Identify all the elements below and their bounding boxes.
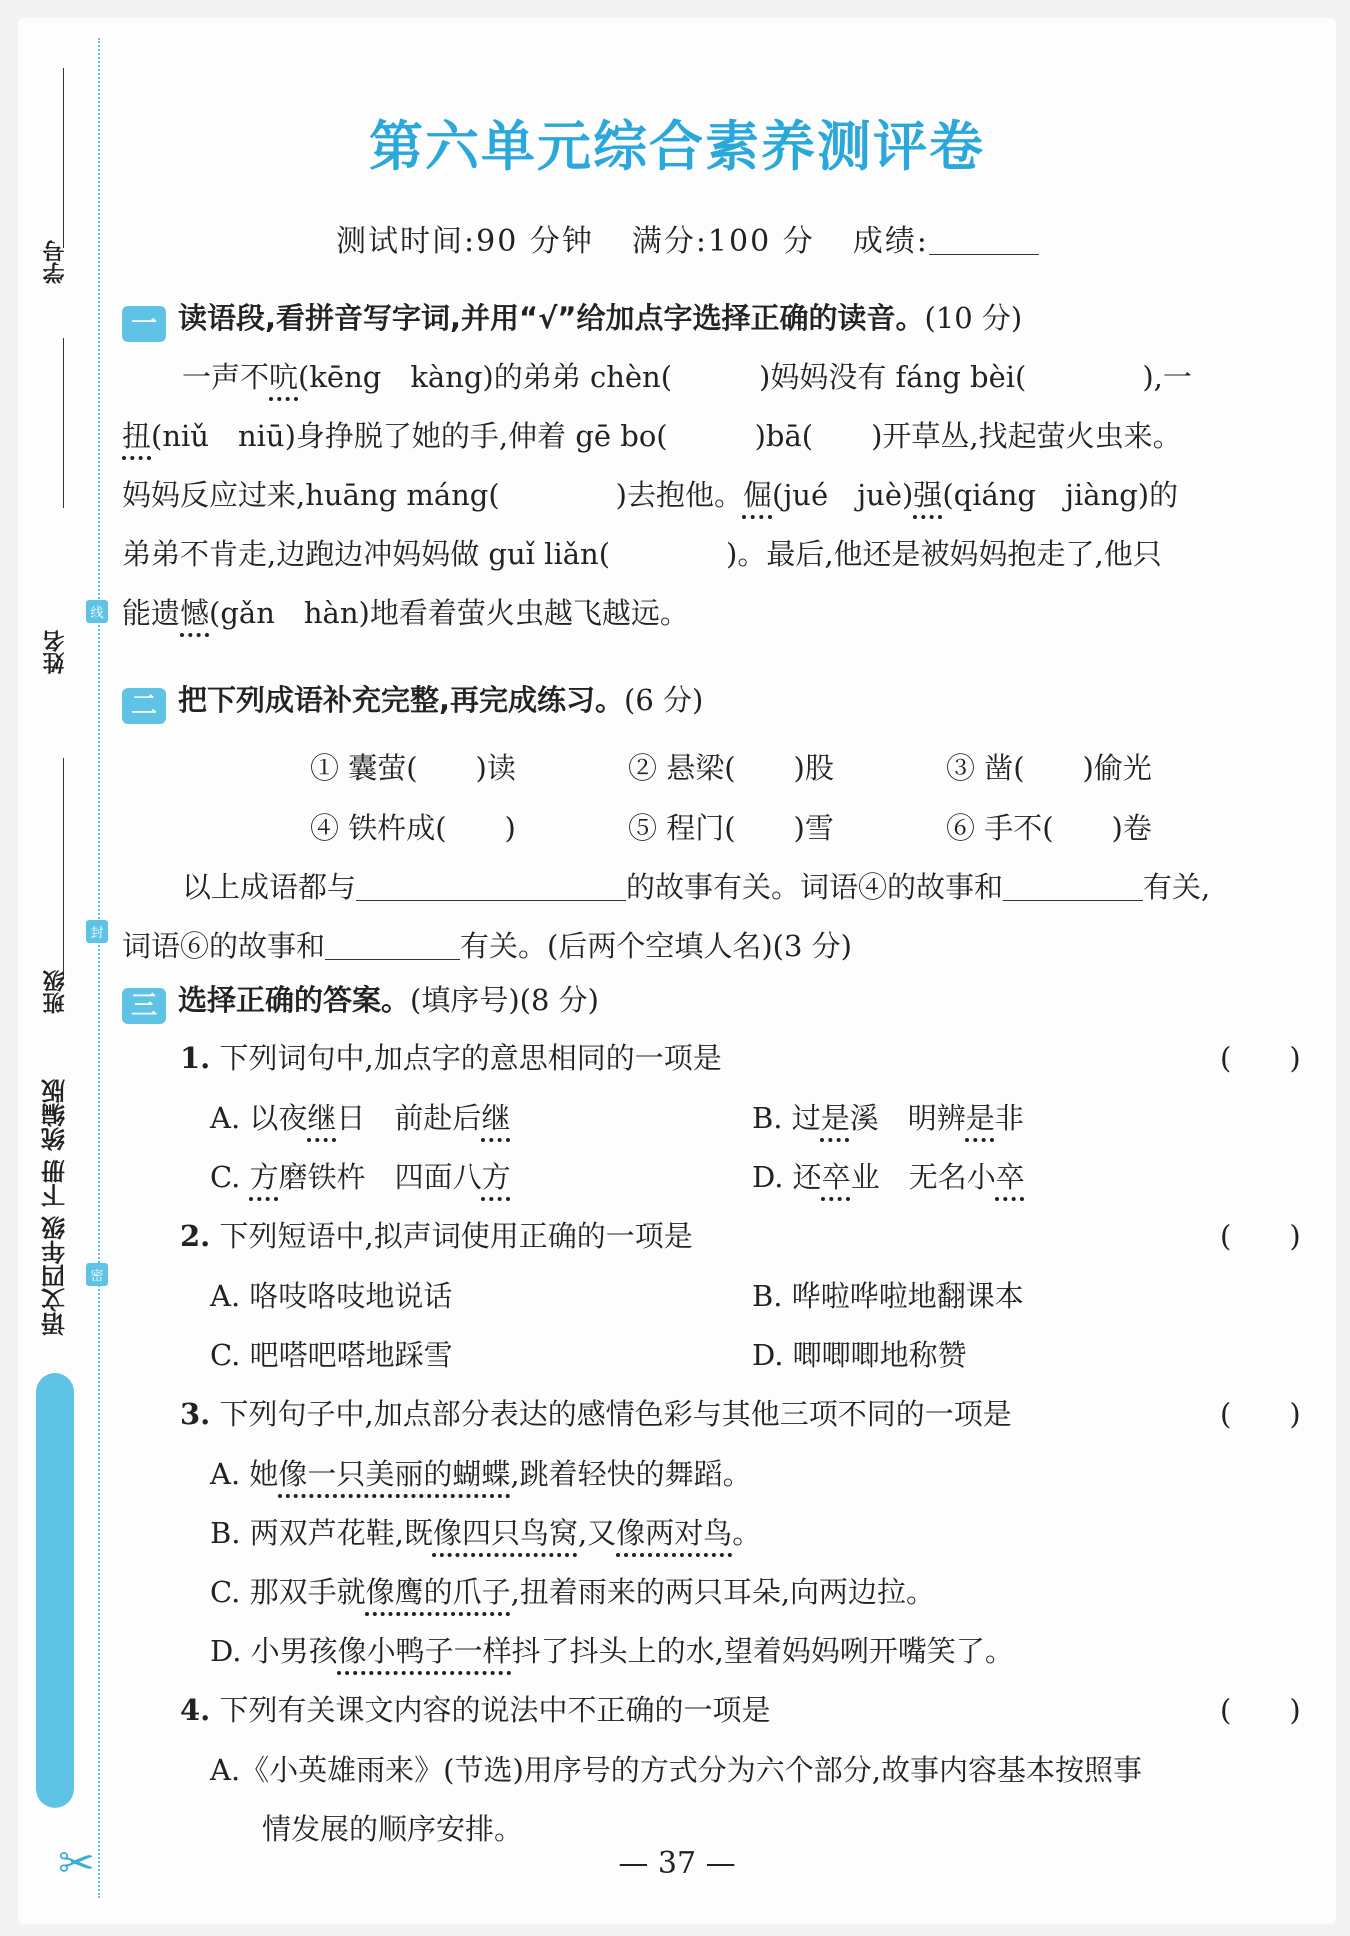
page-title: 第六单元综合素养测评卷 [369, 114, 985, 178]
name-label: 姓名 [43, 630, 68, 674]
section-3-heading [122, 978, 599, 1024]
idiom-row [310, 738, 1264, 798]
section-2-fill [122, 858, 1332, 976]
test-time: 测试时间:90 分钟 [336, 224, 594, 259]
answer-paren[interactable]: ( ) [1220, 1041, 1301, 1075]
seam-mark-secret: 密 [86, 1263, 108, 1286]
q3-option-a[interactable]: A. 她像一只美丽的蝴蝶,跳着轻快的舞蹈。 [210, 1457, 752, 1491]
fill-line-2: 词语⑥的故事和 有关。(后两个空填人名)(3 分) [122, 929, 852, 963]
idiom-item[interactable]: ⑤ 程门( )雪 [628, 811, 834, 845]
exam-meta [336, 216, 1039, 260]
section-2-number: 二 [122, 688, 166, 724]
seam-mark-line: 线 [86, 600, 108, 623]
book-spine [36, 1073, 74, 1808]
name-line [63, 338, 64, 508]
idiom-row [310, 798, 1264, 858]
section-3-number: 三 [122, 988, 166, 1024]
q3-option-c[interactable]: C. 那双手就像鹰的爪子,扭着雨来的两只耳朵,向两边拉。 [210, 1575, 936, 1609]
passage-line-5: 能遗憾(gǎn hàn)地看着萤火虫越飞越远。 [122, 596, 689, 630]
score-label: 成绩: [852, 224, 929, 259]
section-3-points: (填序号)(8 分) [410, 983, 599, 1017]
page-number: — 37 — [618, 1846, 736, 1881]
q2-option-d[interactable]: D. 唧唧唧地称赞 [752, 1338, 967, 1372]
spine-text: 语文四年级 下册 统编版 [41, 1079, 70, 1336]
idiom-item[interactable]: ② 悬梁( )股 [628, 751, 834, 785]
section-1-number: 一 [122, 306, 166, 342]
answer-paren[interactable]: ( ) [1220, 1219, 1301, 1253]
q2-option-c[interactable]: C. 吧嗒吧嗒地踩雪 [210, 1338, 453, 1372]
class-label: 班级 [43, 970, 68, 1014]
dotted-char: 吭 [269, 360, 299, 394]
q2-option-a[interactable]: A. 咯吱咯吱地说话 [210, 1279, 453, 1313]
dotted-char: 憾 [180, 596, 210, 630]
q4-option-a-cont: 情发展的顺序安排。 [262, 1812, 524, 1846]
passage-line-1: 一声不吭(kēng kàng)的弟弟 chèn( )妈妈没有 fáng bèi( ),一 [182, 360, 1192, 394]
idiom-item[interactable]: ① 囊萤( )读 [310, 751, 516, 785]
section-1-points: (10 分) [924, 301, 1023, 335]
binding-dotted-line [98, 38, 100, 1898]
fill-line-1: 以上成语都与 的故事有关。词语④的故事和 有关, [182, 870, 1211, 904]
score-blank[interactable] [929, 254, 1039, 255]
answer-blank[interactable] [356, 876, 626, 901]
q3-option-d[interactable]: D. 小男孩像小鸭子一样抖了抖头上的水,望着妈妈咧开嘴笑了。 [210, 1634, 1014, 1668]
idiom-item[interactable]: ⑥ 手不( )卷 [946, 811, 1152, 845]
q1-option-d[interactable]: D. 还卒业 无名小卒 [752, 1160, 1025, 1194]
passage-line-3: 妈妈反应过来,huāng máng( )去抱他。倔(jué juè)强(qiáng jiàng)的 [122, 478, 1179, 512]
q3-option-b[interactable]: B. 两双芦花鞋,既像四只鸟窝,又像两对鸟。 [210, 1516, 762, 1550]
section-2-instruction: 把下列成语补充完整,再完成练习。 [178, 683, 625, 717]
class-line [63, 758, 64, 978]
q1-option-a[interactable]: A. 以夜继日 前赴后继 [210, 1101, 511, 1135]
passage-line-4: 弟弟不肯走,边跑边冲妈妈做 guǐ liǎn( )。最后,他还是被妈妈抱走了,他只 [122, 537, 1162, 571]
idiom-item[interactable]: ③ 凿( )偷光 [946, 751, 1152, 785]
section-3-instruction: 选择正确的答案。 [178, 983, 411, 1017]
answer-blank[interactable] [325, 935, 460, 960]
q1-option-b[interactable]: B. 过是溪 明辨是非 [752, 1101, 1024, 1135]
idiom-list [310, 738, 1264, 858]
question-4: 4. 下列有关课文内容的说法中不正确的一项是 ( ) [180, 1688, 1320, 1729]
q4-option-a[interactable]: A.《小英雄雨来》(节选)用序号的方式分为六个部分,故事内容基本按照事 [210, 1753, 1143, 1787]
section-1-passage [122, 348, 1332, 643]
section-1-instruction: 读语段,看拼音写字词,并用“√”给加点字选择正确的读音。 [178, 301, 925, 335]
question-1: 1. 下列词句中,加点字的意思相同的一项是 ( ) [180, 1036, 1320, 1077]
scissors-icon: ✂ [58, 1838, 95, 1889]
answer-paren[interactable]: ( ) [1220, 1397, 1301, 1431]
answer-paren[interactable]: ( ) [1220, 1693, 1301, 1727]
section-2-points: (6 分) [624, 683, 704, 717]
dotted-char: 强 [913, 478, 943, 512]
question-2: 2. 下列短语中,拟声词使用正确的一项是 ( ) [180, 1214, 1320, 1255]
section-2-heading [122, 678, 703, 724]
q1-option-c[interactable]: C. 方磨铁杵 四面八方 [210, 1160, 511, 1194]
spine-color-band [36, 1373, 74, 1808]
student-id-label: 学号 [43, 240, 68, 284]
seam-mark-seal: 封 [86, 920, 108, 943]
worksheet-page [18, 18, 1336, 1924]
section-1-heading [122, 296, 1022, 342]
question-3: 3. 下列句子中,加点部分表达的感情色彩与其他三项不同的一项是 ( ) [180, 1392, 1320, 1433]
dotted-char: 倔 [742, 478, 772, 512]
q2-option-b[interactable]: B. 哗啦哗啦地翻课本 [752, 1279, 1024, 1313]
idiom-item[interactable]: ④ 铁杵成( ) [310, 811, 516, 845]
answer-blank[interactable] [1003, 876, 1143, 901]
dotted-char: 扭 [122, 419, 152, 453]
full-score: 满分:100 分 [631, 224, 815, 259]
passage-line-2: 扭(niǔ niū)身挣脱了她的手,伸着 gē bo( )bā( )开草丛,找起萤火虫来。 [122, 419, 1182, 453]
